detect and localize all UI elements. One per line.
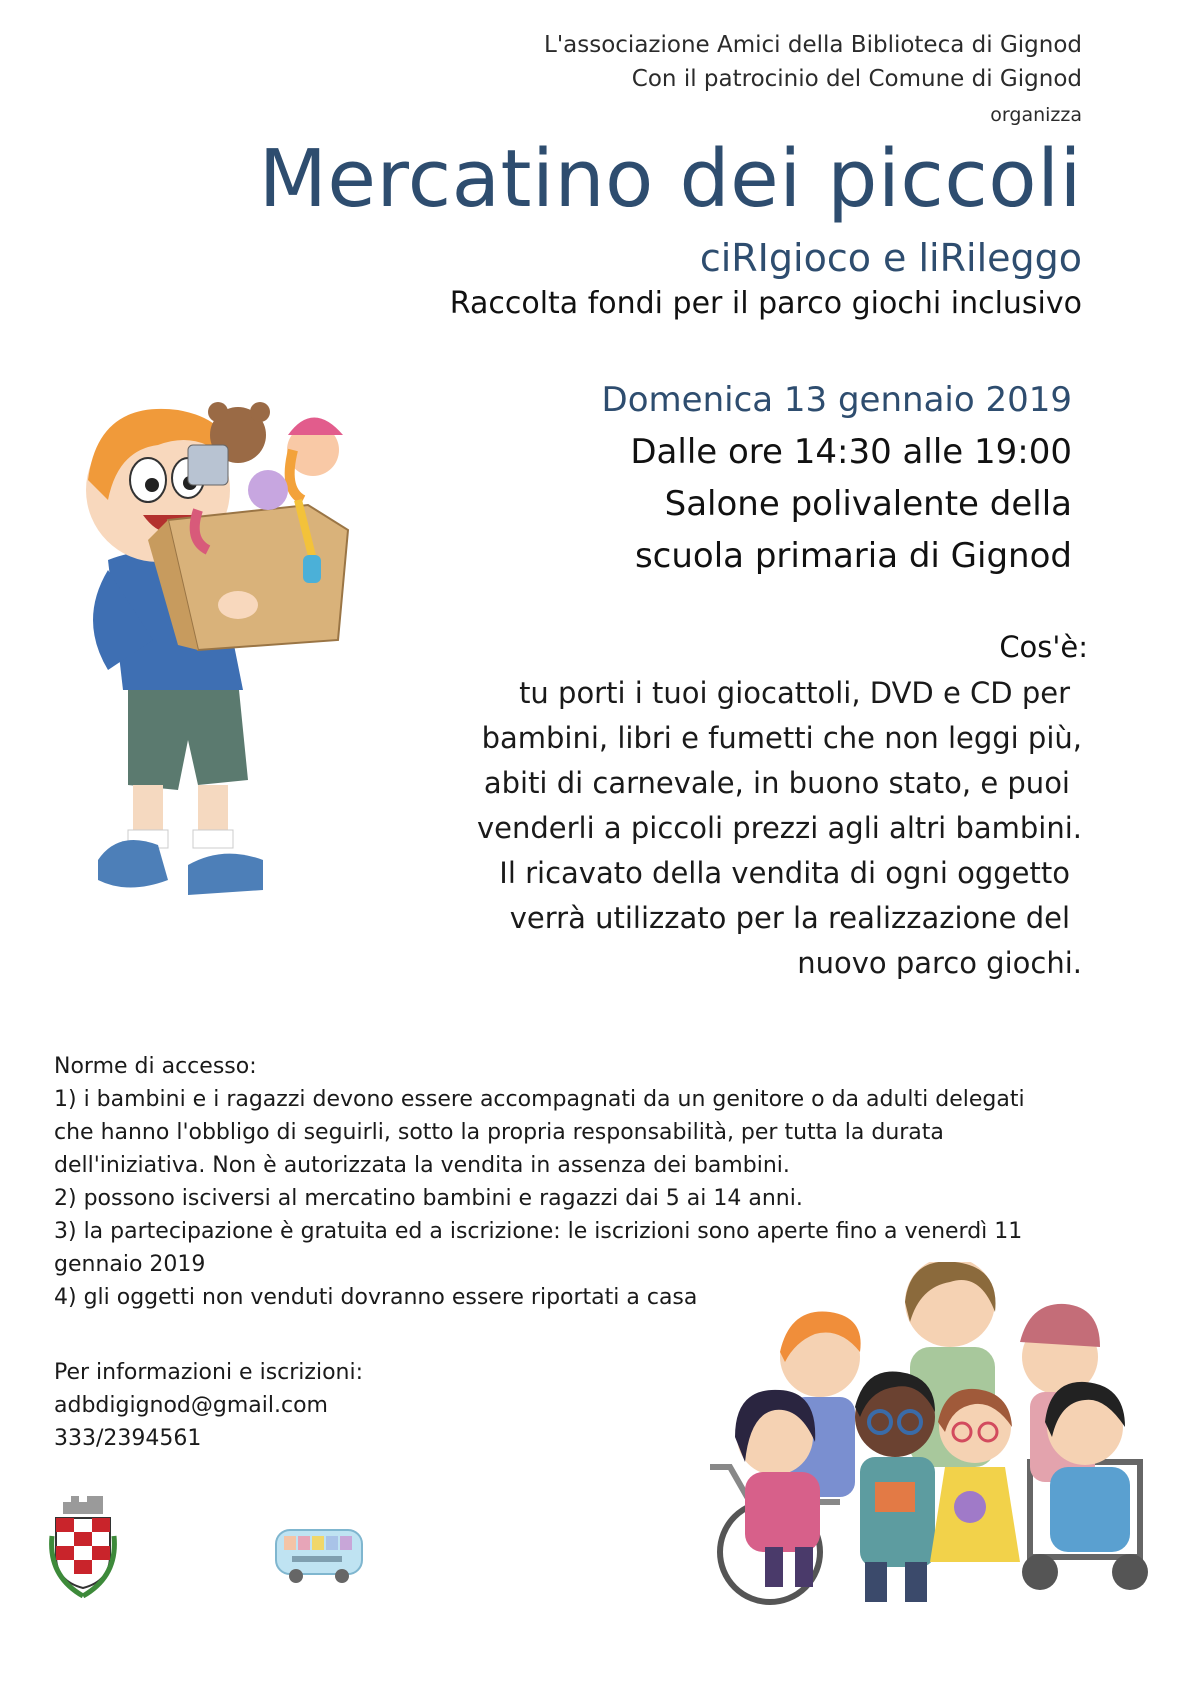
cose-line: abiti di carnevale, in buono stato, e puoi bbox=[483, 766, 1070, 800]
tagline: Raccolta fondi per il parco giochi inclusivo bbox=[449, 286, 1082, 321]
norme-line: 4) gli oggetti non venduti dovranno essere riportati a casa bbox=[54, 1285, 698, 1310]
norme-line: 3) la partecipazione è gratuita ed a iscrizione: le iscrizioni sono aperte fino a venerdì 11 bbox=[54, 1219, 1023, 1244]
organizer-line: L'associazione Amici della Biblioteca di Gignod bbox=[544, 32, 1082, 58]
norme-line: gennaio 2019 bbox=[54, 1252, 206, 1277]
library-bus-logo-icon bbox=[272, 1522, 368, 1586]
event-place-line1: Salone polivalente della bbox=[664, 484, 1072, 524]
event-time: Dalle ore 14:30 alle 19:00 bbox=[630, 432, 1072, 472]
norme-line: dell'iniziativa. Non è autorizzata la vendita in assenza dei bambini. bbox=[54, 1153, 790, 1178]
cose-line: venderli a piccoli prezzi agli altri bambini. bbox=[476, 811, 1082, 845]
cose-line: nuovo parco giochi. bbox=[797, 946, 1082, 980]
cose-line: tu porti i tuoi giocattoli, DVD e CD per bbox=[519, 676, 1070, 710]
group-of-diverse-children-icon bbox=[700, 1262, 1150, 1612]
contact-phone: 333/2394561 bbox=[54, 1426, 202, 1451]
gignod-coat-of-arms-icon bbox=[48, 1496, 118, 1601]
page-subtitle: ciRIgioco e liRileggo bbox=[699, 236, 1082, 280]
patronage-line: Con il patrocinio del Comune di Gignod bbox=[631, 66, 1082, 92]
cose-line: bambini, libri e fumetti che non leggi più, bbox=[481, 721, 1082, 755]
cose-line: Il ricavato della vendita di ogni oggetto bbox=[499, 856, 1070, 890]
page-title: Mercatino dei piccoli bbox=[258, 133, 1082, 225]
norme-heading: Norme di accesso: bbox=[54, 1054, 257, 1079]
event-date: Domenica 13 gennaio 2019 bbox=[601, 380, 1072, 420]
boy-carrying-toy-box-icon bbox=[48, 390, 388, 910]
norme-line: 2) possono isciversi al mercatino bambini e ragazzi dai 5 ai 14 anni. bbox=[54, 1186, 803, 1211]
organizza-label: organizza bbox=[990, 104, 1082, 126]
norme-line: che hanno l'obbligo di seguirli, sotto la propria responsabilità, per tutta la durata bbox=[54, 1120, 944, 1145]
cose-line: verrà utilizzato per la realizzazione del bbox=[509, 901, 1070, 935]
contact-section bbox=[54, 1356, 363, 1455]
contact-heading: Per informazioni e iscrizioni: bbox=[54, 1360, 363, 1385]
contact-email[interactable]: adbdigignod@gmail.com bbox=[54, 1393, 328, 1418]
event-place-line2: scuola primaria di Gignod bbox=[634, 536, 1072, 576]
norme-line: 1) i bambini e i ragazzi devono essere accompagnati da un genitore o da adulti delegati bbox=[54, 1087, 1025, 1112]
cose-heading: Cos'è: bbox=[999, 630, 1088, 664]
